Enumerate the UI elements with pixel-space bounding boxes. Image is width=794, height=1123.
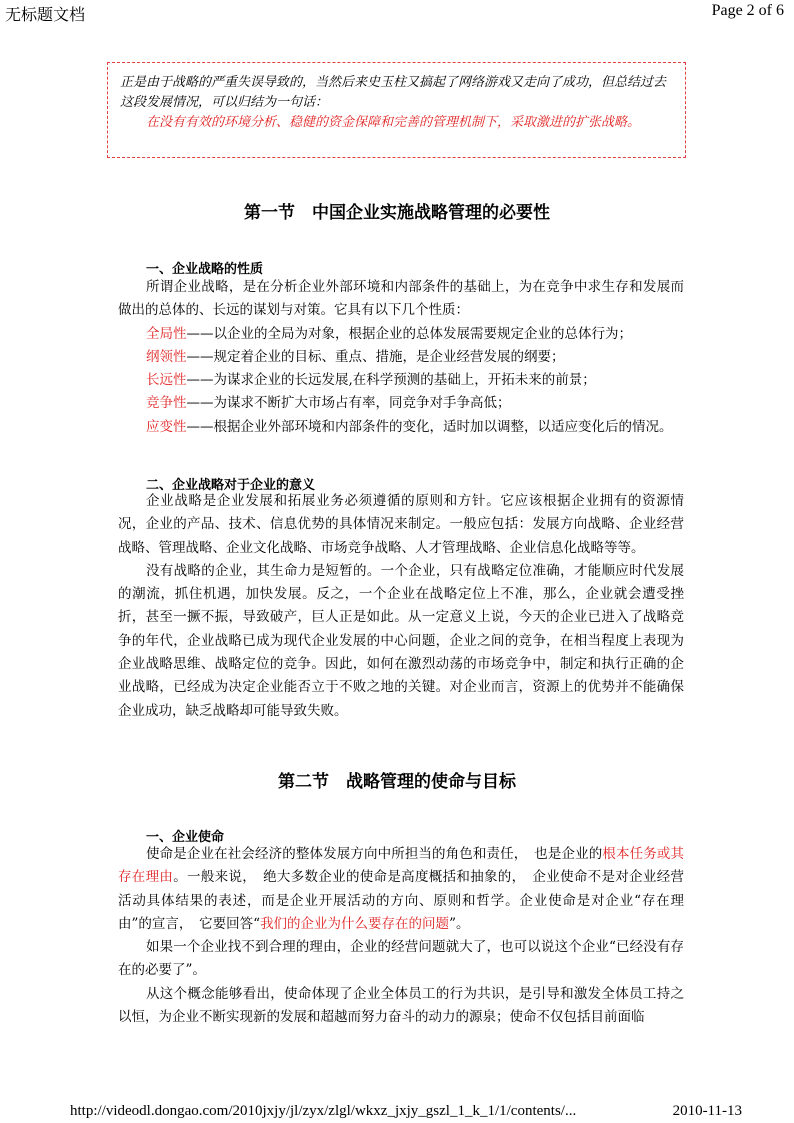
section1-sub2-body	[118, 490, 684, 723]
list-item	[118, 346, 684, 369]
list-item	[118, 369, 684, 392]
section1-sub2-heading: 二、企业战略对于企业的意义	[146, 478, 316, 493]
item-desc: ——以企业的全局为对象，根据企业的总体发展需要规定企业的总体行为；	[186, 325, 632, 342]
section1-title: 第一节 中国企业实施战略管理的必要性	[244, 203, 550, 223]
item-term: 长远性	[146, 372, 187, 389]
section2-sub1-p2: 如果一个企业找不到合理的理由，企业的经营问题就大了，也可以说这个企业“已经没有存在的必要了”。	[118, 939, 684, 979]
item-desc: ——为谋求企业的长远发展,在科学预测的基础上，开拓未来的前景；	[186, 372, 596, 389]
section1-sub2-p1: 企业战略是企业发展和拓展业务必须遵循的原则和方针。它应该根据企业拥有的资源情况，企业的产品、技术、信息优势的具体情况来制定。一般应包括：发展方向战略、企业经营战略、管理战略、企业文化战略、市场竞争战略、人才管理战略、企业信息化战略等等。	[118, 493, 684, 556]
quote-box	[107, 62, 686, 158]
footer-url: http://videodl.dongao.com/2010jxjy/jl/zyx/zlgl/wkxz_jxjy_gszl_1_k_1/1/contents/...	[70, 1103, 577, 1119]
list-item	[118, 416, 684, 439]
document-title: 无标题文档	[5, 7, 86, 24]
section2-sub1-p1: 使命是企业在社会经济的整体发展方向中所担当的角色和责任， 也是企业的根本任务或其存在理由。一般来说， 绝大多数企业的使命是高度概括和抽象的， 企业使命不是对企业经营活动具体结果的表述，而是企业开展活动的方向、原则和哲学。企业使命是对企业“存在理由”的宣言， 它要回答“我们的企业为什么要存在的问题”。	[118, 846, 685, 932]
section2-sub1-p3: 从这个概念能够看出，使命体现了企业全体员工的行为共识，是引导和激发全体员工持之以恒，为企业不断实现新的发展和超越而努力奋斗的动力的源泉；使命不仅包括目前面临	[118, 985, 684, 1026]
section1-sub1-heading: 一、企业战略的性质	[146, 262, 264, 277]
item-desc: ——规定着企业的目标、重点、措施，是企业经营发展的纲要；	[186, 348, 565, 365]
item-term: 纲领性	[146, 348, 187, 365]
page-indicator: Page 2 of 6	[711, 2, 784, 19]
list-item	[118, 323, 684, 346]
section2-title: 第二节 战略管理的使命与目标	[278, 772, 516, 792]
item-term: 全局性	[146, 325, 187, 342]
item-term: 应变性	[146, 418, 187, 435]
page-footer	[70, 1103, 742, 1120]
item-desc: ——为谋求不断扩大市场占有率，同竞争对手争高低；	[186, 395, 511, 412]
section2-sub1-body	[118, 843, 684, 1029]
section1-sub2-p2: 没有战略的企业，其生命力是短暂的。一个企业，只有战略定位准确，才能顺应时代发展的潮流，抓住机遇，加快发展。反之，一个企业在战略定位上不准，那么，企业就会遭受挫折，甚至一撅不振，导致破产，巨人正是如此。从一定意义上说，今天的企业已进入了战略竞争的年代，企业战略已成为现代企业发展的中心问题，企业之间的竞争，在相当程度上表现为企业战略思维、战略定位的竞争。因此，如何在激烈动荡的市场竞争中，制定和执行正确的企业战略，已经成为决定企业能否立于不败之地的关键。对企业而言，资源上的优势并不能确保企业成功，缺乏战略却可能导致失败。	[118, 562, 684, 719]
footer-date: 2010-11-13	[672, 1103, 742, 1119]
highlight-text: 根本任务或其存在理由	[118, 846, 684, 886]
item-term: 竞争性	[146, 395, 187, 412]
quote-line-2: 在没有有效的环境分析、稳健的资金保障和完善的管理机制下，采取激进的扩张战略。	[146, 115, 641, 130]
section2-sub1-heading: 一、企业使命	[146, 830, 225, 845]
section1-sub1-intro: 所谓企业战略，是在分析企业外部环境和内部条件的基础上，为在竞争中求生存和发展而做出的总体的、长远的谋划与对策。它具有以下几个性质：	[118, 279, 684, 319]
item-desc: ——根据企业外部环境和内部条件的变化，适时加以调整，以适应变化后的情况。	[186, 418, 673, 435]
section1-sub1-body	[118, 276, 684, 439]
highlight-text: 我们的企业为什么要存在的问题	[260, 915, 450, 932]
quote-line-1: 正是由于战略的严重失误导致的，当然后来史玉柱又搞起了网络游戏又走向了成功，但总结过去这段发展情况，可以归结为一句话：	[120, 75, 667, 110]
list-item	[118, 392, 684, 415]
